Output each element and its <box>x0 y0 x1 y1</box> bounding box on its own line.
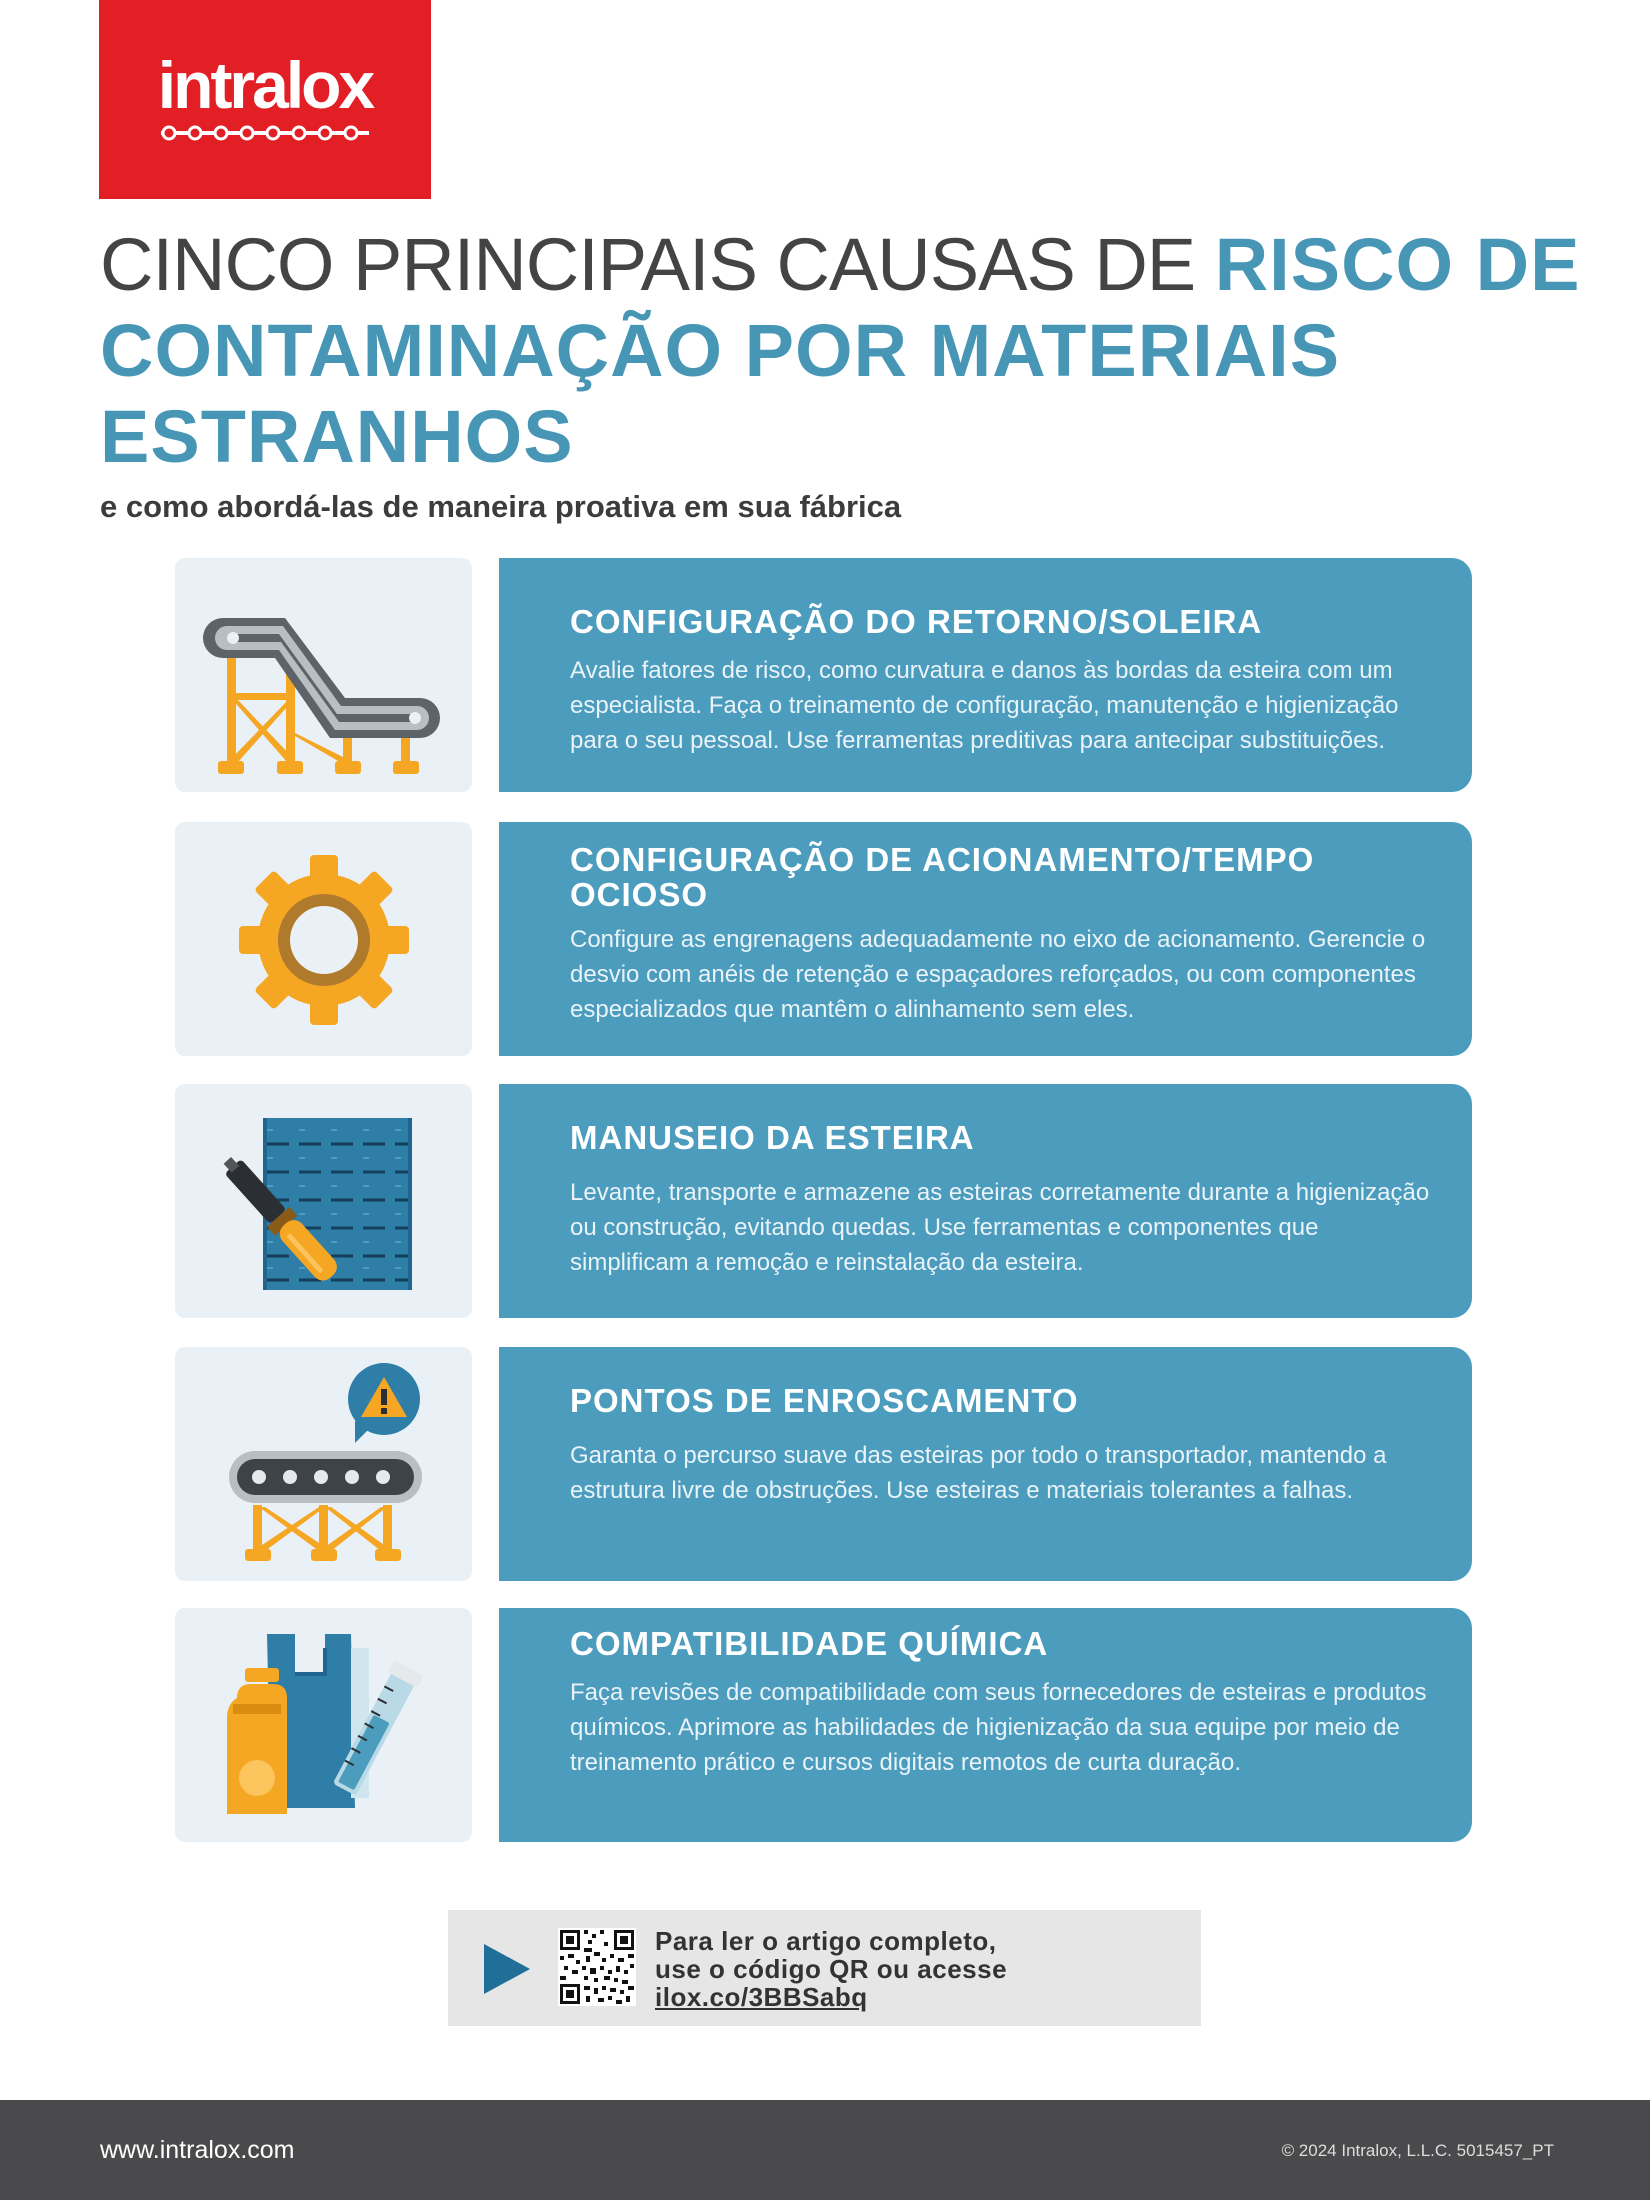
conveyor-warning-icon <box>175 1347 472 1581</box>
chemicals-icon <box>175 1608 472 1842</box>
cause-card-3 <box>499 1084 1472 1318</box>
conveyor-return-icon <box>175 558 472 792</box>
cta-line-2: use o código QR ou acesse <box>655 1954 1008 1984</box>
page-title <box>100 222 1600 480</box>
cause-icon-box-2 <box>175 822 472 1056</box>
cause-row-1 <box>175 558 1472 792</box>
cause-text: Garanta o percurso suave das esteiras por todo o transportador, mantendo a estrutura livre de obstruções. Use esteiras e materiais tolerantes a falhas. <box>570 1442 1387 1504</box>
cause-title: PONTOS DE ENROSCAMENTO <box>570 1382 1079 1419</box>
page-subtitle: e como abordá-las de maneira proativa em sua fábrica <box>100 489 902 524</box>
cause-row-3 <box>175 1084 1472 1318</box>
cause-text: Faça revisões de compatibilidade com seus fornecedores de esteiras e produtos químicos. Aprimore as habilidades de higienização da sua equipe por meio de treinamento prático e cursos digitais remotos de curta duração. <box>570 1679 1427 1776</box>
cause-text: Avalie fatores de risco, como curvatura e danos às bordas da esteira com um especialista. Faça o treinamento de configuração, manutenção e higienização para o seu pessoal. Use ferramentas preditivas para antecipar substituições. <box>570 657 1399 754</box>
cause-icon-box-5 <box>175 1608 472 1842</box>
cause-row-5 <box>175 1608 1472 1842</box>
cause-card-4 <box>499 1347 1472 1581</box>
logo-text: intralox <box>157 47 373 122</box>
cause-card-5 <box>499 1608 1472 1842</box>
cta-box <box>448 1910 1201 2026</box>
cause-icon-box-3 <box>175 1084 472 1318</box>
copyright-text: © 2024 Intralox, L.L.C. 5015457_PT <box>1281 2141 1554 2160</box>
article-link[interactable]: ilox.co/3BBSabq <box>655 1982 868 2012</box>
cause-title: CONFIGURAÇÃO DE ACIONAMENTO/TEMPO OCIOSO <box>570 841 1315 913</box>
chain-logo-icon <box>155 122 375 144</box>
website-link[interactable]: www.intralox.com <box>100 2136 295 2164</box>
belt-screwdriver-icon <box>175 1084 472 1318</box>
cause-card-1 <box>499 558 1472 792</box>
cause-text: Configure as engrenagens adequadamente no eixo de acionamento. Gerencie o desvio com anéis de retenção e espaçadores reforçados, ou com componentes especializados que mantêm o alinhamento sem eles. <box>570 926 1426 1023</box>
cause-row-2 <box>175 822 1472 1056</box>
footer <box>0 2100 1650 2200</box>
cause-title: COMPATIBILIDADE QUÍMICA <box>570 1625 1049 1662</box>
cause-icon-box-1 <box>175 558 472 792</box>
gear-icon <box>175 822 472 1056</box>
cta-text <box>655 1927 1007 2011</box>
title-part-2: RISCO DE CONTAMINAÇÃO POR MATERIAIS ESTRANHOS <box>100 223 1581 478</box>
cause-row-4 <box>175 1347 1472 1581</box>
cause-text: Levante, transporte e armazene as esteiras corretamente durante a higienização ou construção, evitando quedas. Use ferramentas e componentes que simplificam a remoção e reinstalação da esteira. <box>570 1179 1430 1276</box>
qr-code-icon[interactable] <box>558 1928 636 2006</box>
intralox-logo <box>99 0 431 199</box>
play-arrow-icon <box>484 1944 530 1994</box>
cta-line-1: Para ler o artigo completo, <box>655 1926 997 1956</box>
cause-card-2 <box>499 822 1472 1056</box>
cause-title: MANUSEIO DA ESTEIRA <box>570 1119 975 1156</box>
cause-title: CONFIGURAÇÃO DO RETORNO/SOLEIRA <box>570 603 1263 640</box>
title-part-1: CINCO PRINCIPAIS CAUSAS DE <box>100 223 1215 306</box>
cause-icon-box-4 <box>175 1347 472 1581</box>
